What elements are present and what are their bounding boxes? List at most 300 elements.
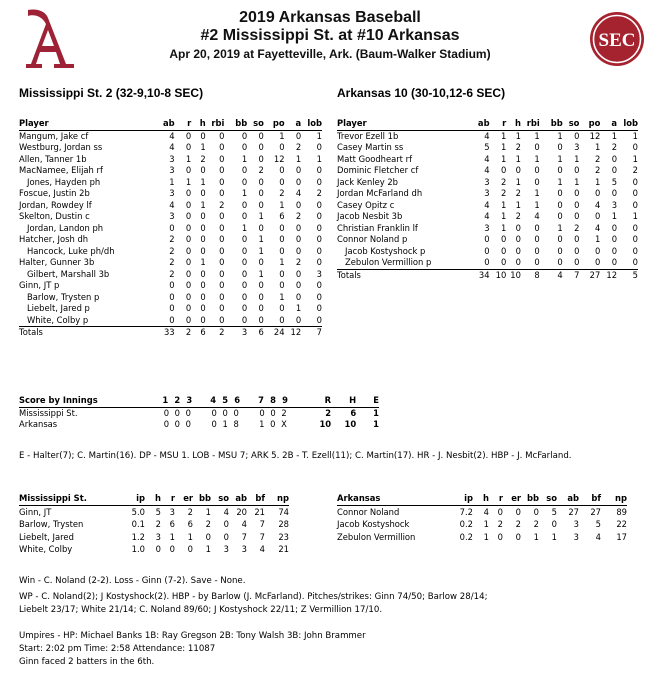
stat-cell: 2 bbox=[169, 234, 175, 244]
stat-cell: 0 bbox=[316, 165, 322, 175]
pitcher-name: Zebulon Vermillion bbox=[337, 531, 416, 542]
column-header: bf bbox=[247, 493, 265, 505]
stat-cell: 0 bbox=[185, 222, 192, 233]
stat-cell: 0 bbox=[316, 222, 322, 233]
stat-cell: 0 bbox=[579, 257, 600, 269]
report-title: 2019 Arkansas Baseball bbox=[239, 9, 421, 26]
stat-cell: 22 bbox=[616, 519, 627, 529]
column-header: bb bbox=[521, 493, 539, 505]
pitcher-name: Barlow, Trysten bbox=[19, 519, 84, 529]
stat-cell: 3 bbox=[573, 531, 579, 542]
table-row bbox=[19, 154, 322, 166]
stat-cell: 0 bbox=[574, 234, 580, 244]
stat-cell: 0 bbox=[611, 188, 618, 198]
stat-cell: 2 bbox=[279, 188, 285, 198]
rhe-value: 10 bbox=[319, 419, 332, 429]
stat-cell: 1 bbox=[557, 130, 563, 141]
stat-cell: 0 bbox=[557, 245, 563, 256]
inning-numbers bbox=[153, 395, 201, 407]
stat-cell: 0 bbox=[185, 257, 192, 267]
player-name: Casey Opitz c bbox=[337, 199, 395, 210]
inning-runs: 0 0 0 bbox=[211, 407, 239, 418]
stat-cell: 0 bbox=[534, 234, 540, 244]
stat-cell: 0 bbox=[295, 199, 302, 210]
stat-cell: 3 bbox=[169, 211, 175, 221]
score-by-innings-table bbox=[19, 395, 379, 431]
stat-cell: 4 bbox=[169, 130, 175, 141]
stat-cell: 1 bbox=[534, 130, 540, 141]
stat-cell: 0 bbox=[187, 544, 193, 554]
stat-cell: 4 bbox=[223, 506, 229, 517]
stat-cell: 0 bbox=[264, 315, 285, 327]
stat-cell: 0 bbox=[258, 176, 264, 187]
stat-cell: 0 bbox=[241, 245, 248, 256]
stat-cell: 0 bbox=[557, 199, 563, 210]
column-header: r bbox=[161, 493, 175, 505]
column-header: ip bbox=[123, 493, 145, 505]
table-row bbox=[337, 142, 638, 154]
stat-cell: 0 bbox=[563, 257, 580, 269]
column-header: po bbox=[264, 118, 285, 130]
stat-cell: 2 bbox=[155, 519, 161, 529]
stat-cell: 0 bbox=[557, 188, 563, 198]
stat-cell: 0 bbox=[219, 211, 225, 221]
stat-cell: 1 bbox=[500, 130, 507, 141]
start-line: Start: 2:02 pm Time: 2:58 Attendance: 11087 bbox=[19, 644, 216, 654]
inning-number: 8 bbox=[270, 395, 276, 405]
totals-cell: 6 bbox=[200, 327, 206, 337]
stat-cell: 0 bbox=[611, 234, 618, 244]
totals-row bbox=[19, 327, 322, 339]
player-name: Jacob Nesbit 3b bbox=[337, 211, 403, 221]
totals-cell: 10 bbox=[495, 269, 507, 280]
stat-cell: 0 bbox=[200, 211, 206, 221]
stat-cell: 1 bbox=[279, 291, 285, 302]
stat-cell: 12 bbox=[589, 130, 601, 141]
column-header: rbi bbox=[521, 118, 540, 130]
stat-cell: 1 bbox=[632, 211, 638, 221]
player-name: Connor Noland p bbox=[337, 234, 408, 244]
stat-cell: 0 bbox=[574, 245, 580, 256]
pitcher-name: Ginn, JT bbox=[19, 506, 52, 517]
stat-cell: 0 bbox=[155, 544, 161, 554]
stat-cell: 1 bbox=[500, 199, 507, 210]
stat-cell: 2 bbox=[515, 519, 521, 529]
stat-cell: 1 bbox=[594, 142, 601, 152]
stat-cell: 0 bbox=[200, 234, 206, 244]
stat-cell: 1 bbox=[515, 153, 521, 164]
stat-cell: 2 bbox=[515, 188, 521, 198]
stat-cell: 1 bbox=[515, 176, 521, 187]
stat-cell: 0 bbox=[515, 245, 521, 256]
stat-cell: 1 bbox=[500, 211, 507, 221]
stat-cell: 0 bbox=[258, 291, 264, 302]
table-row bbox=[337, 130, 638, 142]
stat-cell: 28 bbox=[278, 519, 289, 529]
rhe-header: H bbox=[331, 395, 356, 407]
column-header: np bbox=[265, 493, 289, 505]
inning-numbers bbox=[249, 395, 297, 407]
stat-cell: 4 bbox=[595, 531, 601, 542]
table-row bbox=[19, 257, 322, 269]
stat-cell: 0 bbox=[295, 234, 302, 244]
stat-cell: 1 bbox=[316, 153, 322, 164]
totals-cell: 27 bbox=[589, 269, 601, 280]
stat-cell: 7.2 bbox=[459, 506, 473, 517]
table-row bbox=[19, 543, 289, 556]
stat-cell: 2 bbox=[295, 257, 302, 267]
stat-cell: 1 bbox=[279, 130, 285, 141]
innings-row bbox=[19, 407, 379, 419]
stat-cell: 1 bbox=[316, 130, 322, 141]
stat-cell: 4 bbox=[594, 222, 601, 233]
stat-cell: 0 bbox=[279, 234, 285, 244]
stat-cell: 0 bbox=[540, 257, 563, 269]
home-heading: Arkansas 10 (30-10,12-6 SEC) bbox=[337, 86, 506, 100]
inning-numbers bbox=[201, 395, 249, 407]
game-info bbox=[19, 630, 639, 669]
stat-cell: 0 bbox=[316, 280, 322, 290]
inning-runs: 1 0 X bbox=[259, 419, 287, 429]
stat-cell: 0 bbox=[515, 165, 521, 175]
stat-cell: 2 bbox=[205, 519, 211, 529]
stat-cell: 12 bbox=[273, 153, 285, 164]
table-row bbox=[337, 234, 638, 246]
stat-cell: 1 bbox=[500, 153, 507, 164]
stat-cell: 0 bbox=[316, 142, 322, 152]
totals-cell: 2 bbox=[185, 327, 192, 337]
stat-cell: 0 bbox=[279, 245, 285, 256]
stat-cell: 0 bbox=[467, 257, 490, 269]
table-row bbox=[19, 211, 322, 223]
player-name: Hancock, Luke ph/dh bbox=[27, 245, 115, 256]
stat-cell: 0 bbox=[200, 188, 206, 198]
table-row bbox=[19, 531, 289, 544]
pitcher-name: Connor Noland bbox=[337, 506, 400, 517]
stat-cell: 2 bbox=[295, 211, 302, 221]
stat-cell: 4 bbox=[594, 199, 601, 210]
table-row bbox=[19, 518, 289, 531]
stat-cell: 0 bbox=[594, 211, 601, 221]
stat-cell: 0 bbox=[258, 280, 264, 290]
inning-number: 7 bbox=[258, 395, 264, 405]
stat-cell: 0 bbox=[247, 315, 264, 327]
stat-cell: 1 bbox=[557, 222, 563, 233]
stat-cell: 0 bbox=[557, 165, 563, 175]
stat-cell: 0 bbox=[219, 222, 225, 233]
stat-cell: 0 bbox=[241, 291, 248, 302]
stat-cell: 0 bbox=[551, 519, 557, 529]
header bbox=[0, 0, 660, 80]
stat-cell: 4 bbox=[483, 506, 489, 517]
stat-cell: 3 bbox=[169, 153, 175, 164]
stat-cell: 1 bbox=[500, 222, 507, 233]
stat-cell: 3 bbox=[484, 222, 490, 233]
player-name: Dominic Fletcher cf bbox=[337, 165, 419, 175]
inning-runs: 0 0 0 bbox=[163, 407, 191, 418]
player-name: White, Colby p bbox=[19, 315, 152, 327]
stat-cell: 0 bbox=[574, 130, 580, 141]
stat-cell: 0 bbox=[219, 245, 225, 256]
stat-cell: 21 bbox=[254, 506, 265, 517]
table-row bbox=[19, 165, 322, 177]
player-name: Jack Kenley 2b bbox=[337, 176, 398, 187]
column-header: r bbox=[175, 118, 192, 130]
stat-cell: 0 bbox=[285, 315, 302, 327]
player-name: Westburg, Jordan ss bbox=[19, 142, 103, 152]
column-header: a bbox=[600, 118, 617, 130]
column-header: bb bbox=[193, 493, 211, 505]
player-name: Liebelt, Jared p bbox=[27, 303, 90, 313]
stat-cell: 2 bbox=[594, 165, 601, 175]
stat-cell: 74 bbox=[278, 506, 289, 517]
home-batting-table bbox=[337, 118, 638, 281]
stat-cell: 0 bbox=[258, 303, 264, 313]
stat-cell: 1 bbox=[295, 303, 302, 313]
stat-cell: 89 bbox=[616, 506, 627, 517]
stat-cell: 1 bbox=[279, 257, 285, 267]
totals-cell: 6 bbox=[258, 327, 264, 337]
stat-cell: 17 bbox=[616, 531, 627, 542]
stat-cell: 4 bbox=[484, 130, 490, 141]
stat-cell: 20 bbox=[236, 506, 247, 517]
stat-cell: 0 bbox=[279, 268, 285, 279]
totals-cell: 34 bbox=[478, 269, 490, 280]
column-header: h bbox=[145, 493, 161, 505]
stat-cell: 0 bbox=[484, 245, 490, 256]
player-name: Mangum, Jake cf bbox=[19, 130, 89, 141]
stat-cell: 0 bbox=[258, 222, 264, 233]
totals-cell: 24 bbox=[273, 327, 285, 337]
stat-cell: 0 bbox=[241, 268, 248, 279]
stat-cell: 0 bbox=[200, 291, 206, 302]
stat-cell: 1 bbox=[258, 245, 264, 256]
stat-cell: 0.1 bbox=[131, 519, 145, 529]
stat-cell: 1 bbox=[551, 531, 557, 542]
table-row bbox=[337, 177, 638, 189]
rhe-header: E bbox=[356, 395, 379, 407]
stat-cell: 5 bbox=[595, 519, 601, 529]
stat-cell: 0 bbox=[316, 257, 322, 267]
stat-cell: 0 bbox=[506, 257, 521, 269]
stat-cell: 0 bbox=[515, 506, 521, 517]
table-row bbox=[19, 177, 322, 189]
table-row bbox=[337, 223, 638, 235]
stat-cell: 0 bbox=[279, 142, 285, 152]
column-header: h bbox=[506, 118, 521, 130]
stat-cell: 0.2 bbox=[459, 531, 473, 542]
stat-cell: 0 bbox=[185, 303, 192, 313]
stat-cell: 0 bbox=[185, 142, 192, 152]
stat-cell: 0 bbox=[600, 257, 617, 269]
stat-cell: 1 bbox=[187, 531, 193, 542]
stat-cell: 0 bbox=[169, 222, 175, 233]
player-name: Jordan, Landon ph bbox=[27, 222, 104, 233]
column-header: so bbox=[211, 493, 229, 505]
stat-cell: 0 bbox=[484, 234, 490, 244]
stat-cell: 4 bbox=[259, 544, 265, 554]
stat-cell: 1 bbox=[169, 176, 175, 187]
final-note: Ginn faced 2 batters in the 6th. bbox=[19, 657, 155, 667]
stat-cell: 1 bbox=[534, 199, 540, 210]
stat-cell: 0 bbox=[521, 257, 540, 269]
stat-cell: 0 bbox=[169, 280, 175, 290]
stat-cell: 0 bbox=[206, 315, 225, 327]
column-header: er bbox=[503, 493, 521, 505]
player-name: Jones, Hayden ph bbox=[27, 176, 101, 187]
game-notes-text: E - Halter(7); C. Martin(16). DP - MSU 1. LOB - MSU 7; ARK 5. 2B - T. Ezell(11); C. Martin(17). HR - J. Nesbit(2). HBP - J. McFarland. bbox=[19, 451, 572, 461]
stat-cell: 0 bbox=[205, 531, 211, 542]
stat-cell: 0 bbox=[241, 142, 248, 152]
stat-cell: 0 bbox=[219, 291, 225, 302]
team-name: Mississippi St. bbox=[19, 407, 78, 418]
inning-number: 4 bbox=[210, 395, 217, 405]
stat-cell: 0 bbox=[534, 222, 540, 233]
stat-cell: 0 bbox=[169, 303, 175, 313]
stat-cell: 1 bbox=[515, 199, 521, 210]
stat-cell: 0 bbox=[594, 188, 601, 198]
stat-cell: 0 bbox=[557, 234, 563, 244]
stat-cell: 4 bbox=[169, 142, 175, 152]
table-row bbox=[337, 154, 638, 166]
stat-cell: 0 bbox=[632, 176, 638, 187]
stat-cell: 3 bbox=[574, 142, 580, 152]
matchup-title: #2 Mississippi St. at #10 Arkansas bbox=[200, 27, 460, 44]
stat-cell: 0 bbox=[200, 165, 206, 175]
table-row bbox=[337, 200, 638, 212]
stat-cell: 2 bbox=[200, 153, 206, 164]
stat-cell: 1 bbox=[611, 130, 618, 141]
stat-cell: 0 bbox=[279, 280, 285, 290]
stat-cell: 2 bbox=[169, 257, 175, 267]
stat-cell: 23 bbox=[278, 531, 289, 542]
innings-row bbox=[19, 419, 379, 431]
pitcher-name: Liebelt, Jared bbox=[19, 531, 74, 542]
table-row bbox=[19, 246, 322, 258]
inning-number: 9 bbox=[282, 395, 288, 405]
stat-cell: 1 bbox=[533, 531, 539, 542]
stat-cell: 0 bbox=[223, 519, 229, 529]
stat-cell: 0 bbox=[224, 315, 247, 327]
stat-cell: 0 bbox=[295, 165, 302, 175]
stat-cell: 0 bbox=[185, 165, 192, 175]
table-row bbox=[19, 223, 322, 235]
stat-cell: 0 bbox=[185, 268, 192, 279]
stat-cell: 0 bbox=[316, 199, 322, 210]
stat-cell: 0 bbox=[219, 165, 225, 175]
totals-label: Totals bbox=[337, 269, 361, 280]
sec-logo-text: SEC bbox=[598, 30, 636, 51]
stat-cell: 1 bbox=[632, 153, 638, 164]
home-pitching-table bbox=[337, 493, 627, 543]
player-name: Ginn, JT p bbox=[19, 280, 60, 290]
totals-cell: 7 bbox=[574, 269, 580, 280]
stat-cell: 0 bbox=[258, 130, 264, 141]
game-notes bbox=[19, 450, 639, 463]
stat-cell: 3 bbox=[316, 268, 322, 279]
team-name: Arkansas bbox=[19, 419, 58, 429]
stat-cell: 3 bbox=[573, 519, 579, 529]
stat-cell: 0 bbox=[515, 222, 521, 233]
stat-cell: 2 bbox=[515, 142, 521, 152]
stat-cell: 2 bbox=[500, 176, 507, 187]
stat-cell: 0 bbox=[258, 188, 264, 198]
stat-cell: 0 bbox=[316, 176, 322, 187]
totals-cell: 3 bbox=[241, 327, 248, 337]
stat-cell: 0 bbox=[219, 130, 225, 141]
stat-cell: 1 bbox=[557, 176, 563, 187]
stat-cell: 5.0 bbox=[131, 506, 145, 517]
stat-cell: 1 bbox=[594, 234, 601, 244]
totals-cell: 10 bbox=[510, 269, 521, 280]
player-name: Allen, Tanner 1b bbox=[19, 153, 87, 164]
stat-cell: 5 bbox=[155, 506, 161, 517]
stat-cell: 0 bbox=[316, 245, 322, 256]
stat-cell: 0 bbox=[185, 130, 192, 141]
stat-cell: 0 bbox=[574, 199, 580, 210]
stat-cell: 1 bbox=[557, 153, 563, 164]
rhe-value: 2 bbox=[325, 407, 332, 418]
table-row bbox=[337, 165, 638, 177]
totals-row bbox=[337, 269, 638, 281]
stat-cell: 4 bbox=[484, 153, 490, 164]
stat-cell: 0 bbox=[258, 142, 264, 152]
stat-cell: 0 bbox=[241, 176, 248, 187]
stat-cell: 2 bbox=[169, 268, 175, 279]
player-name: Jordan McFarland dh bbox=[337, 188, 423, 198]
stat-cell: 0 bbox=[241, 280, 248, 290]
column-header: ab bbox=[557, 493, 579, 505]
stat-cell: 1 bbox=[295, 153, 302, 164]
stat-cell: 5 bbox=[551, 506, 557, 517]
stat-cell: 4 bbox=[484, 211, 490, 221]
stat-cell: 1 bbox=[258, 268, 264, 279]
totals-cell: 2 bbox=[219, 327, 225, 337]
table-row bbox=[337, 257, 638, 269]
stat-cell: 3 bbox=[155, 531, 161, 542]
stat-cell: 0 bbox=[611, 165, 618, 175]
stat-cell: 0 bbox=[279, 303, 285, 313]
stat-cell: 0 bbox=[316, 211, 322, 221]
stat-cell: 1 bbox=[534, 188, 540, 198]
stat-cell: 0 bbox=[515, 531, 521, 542]
wp-line: WP - C. Noland(2); J Kostyshock(2). HBP - by Barlow (J. McFarland). Pitches/strikes: Ginn 74/50; Barlow 28/14; bbox=[19, 592, 488, 602]
stat-cell: 0 bbox=[295, 222, 302, 233]
stat-cell: 4 bbox=[241, 519, 247, 529]
column-header: Player bbox=[337, 118, 467, 130]
table-row bbox=[19, 303, 322, 315]
stat-cell: 1 bbox=[200, 142, 206, 152]
column-header: ab bbox=[229, 493, 247, 505]
table-row bbox=[19, 505, 289, 518]
visitor-heading: Mississippi St. 2 (32-9,10-8 SEC) bbox=[19, 86, 204, 100]
table-row bbox=[19, 315, 322, 327]
column-header: Player bbox=[19, 118, 152, 130]
stat-cell: 0 bbox=[219, 188, 225, 198]
stat-cell: 0 bbox=[279, 165, 285, 175]
stat-cell: 2 bbox=[533, 519, 539, 529]
sec-logo bbox=[588, 10, 646, 68]
stat-cell: 0 bbox=[534, 245, 540, 256]
totals-label: Totals bbox=[19, 327, 43, 337]
stat-cell: 1 bbox=[534, 153, 540, 164]
stat-cell: 1 bbox=[611, 211, 618, 221]
stat-cell: 0 bbox=[169, 291, 175, 302]
stat-cell: 0 bbox=[219, 176, 225, 187]
stat-cell: 0 bbox=[500, 245, 507, 256]
stat-cell: 1 bbox=[241, 188, 248, 198]
stat-cell: 0 bbox=[241, 130, 248, 141]
